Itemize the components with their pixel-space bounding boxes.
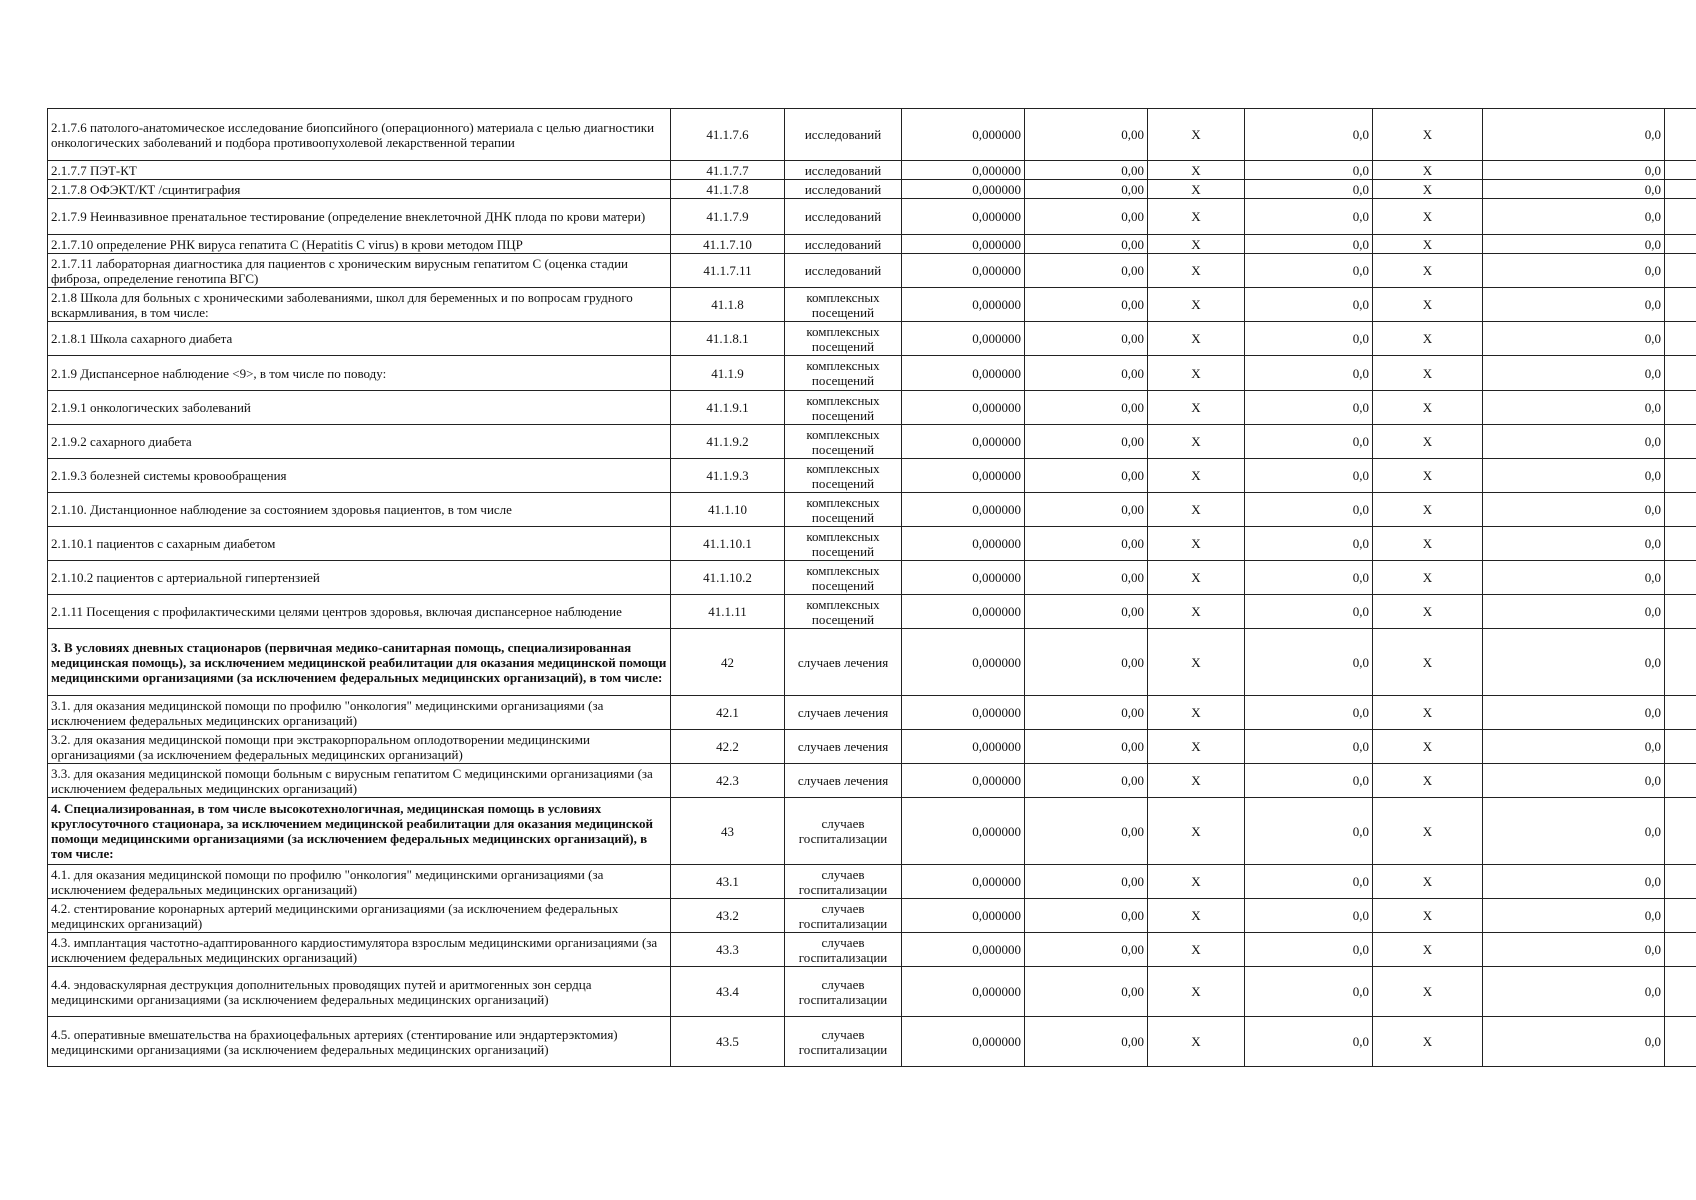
row-empty-cell <box>1665 356 1696 391</box>
row-norm-cell: 0,000000 <box>902 967 1025 1017</box>
row-x-cell-1: X <box>1148 798 1245 865</box>
row-unit-cell: комплексных посещений <box>785 493 902 527</box>
row-empty-cell <box>1665 180 1696 199</box>
row-cost-cell: 0,00 <box>1025 199 1148 235</box>
row-name-cell: 2.1.7.11 лабораторная диагностика для пациентов с хроническим вирусным гепатитом С (оценка стадии фиброза, определение генотипа ВГС) <box>48 254 671 288</box>
row-empty-cell <box>1665 865 1696 899</box>
row-empty-cell <box>1665 161 1696 180</box>
row-sum-cell-1: 0,0 <box>1245 459 1373 493</box>
row-cost-cell: 0,00 <box>1025 493 1148 527</box>
row-unit-cell: комплексных посещений <box>785 288 902 322</box>
table-row <box>48 629 1696 696</box>
row-code-cell: 43 <box>671 798 785 865</box>
row-unit-cell: комплексных посещений <box>785 425 902 459</box>
row-cost-cell: 0,00 <box>1025 109 1148 161</box>
row-x-cell-1: X <box>1148 235 1245 254</box>
row-unit-cell: исследований <box>785 109 902 161</box>
row-empty-cell <box>1665 425 1696 459</box>
row-unit-cell: комплексных посещений <box>785 527 902 561</box>
table-row <box>48 161 1696 180</box>
row-x-cell-2: X <box>1373 288 1483 322</box>
row-sum-cell-2: 0,0 <box>1483 629 1665 696</box>
row-empty-cell <box>1665 322 1696 356</box>
row-empty-cell <box>1665 899 1696 933</box>
row-code-cell: 41.1.9.2 <box>671 425 785 459</box>
row-cost-cell: 0,00 <box>1025 288 1148 322</box>
row-sum-cell-2: 0,0 <box>1483 288 1665 322</box>
row-norm-cell: 0,000000 <box>902 933 1025 967</box>
row-code-cell: 43.4 <box>671 967 785 1017</box>
table-row <box>48 899 1696 933</box>
row-name-cell: 3.2. для оказания медицинской помощи при экстракорпоральном оплодотворении медицинскими организациями (за исключением федеральных медицинских организаций) <box>48 730 671 764</box>
row-x-cell-2: X <box>1373 254 1483 288</box>
row-code-cell: 41.1.7.7 <box>671 161 785 180</box>
row-sum-cell-2: 0,0 <box>1483 865 1665 899</box>
row-sum-cell-1: 0,0 <box>1245 595 1373 629</box>
table-row <box>48 730 1696 764</box>
row-cost-cell: 0,00 <box>1025 595 1148 629</box>
row-x-cell-2: X <box>1373 161 1483 180</box>
row-x-cell-2: X <box>1373 933 1483 967</box>
table-row <box>48 493 1696 527</box>
table-row <box>48 322 1696 356</box>
row-sum-cell-1: 0,0 <box>1245 730 1373 764</box>
row-name-cell: 2.1.7.10 определение РНК вируса гепатита С (Hepatitis C virus) в крови методом ПЦР <box>48 235 671 254</box>
row-code-cell: 41.1.10.2 <box>671 561 785 595</box>
row-x-cell-2: X <box>1373 109 1483 161</box>
table-row <box>48 109 1696 161</box>
row-name-cell: 2.1.8.1 Школа сахарного диабета <box>48 322 671 356</box>
row-unit-cell: случаев госпитализации <box>785 1017 902 1067</box>
row-name-cell: 4.5. оперативные вмешательства на брахиоцефальных артериях (стентирование или эндартерэктомия) медицинскими организациями (за исключением федеральных медицинских организаций) <box>48 1017 671 1067</box>
row-sum-cell-1: 0,0 <box>1245 629 1373 696</box>
row-sum-cell-2: 0,0 <box>1483 561 1665 595</box>
row-sum-cell-2: 0,0 <box>1483 391 1665 425</box>
table-row <box>48 527 1696 561</box>
row-sum-cell-2: 0,0 <box>1483 356 1665 391</box>
row-x-cell-2: X <box>1373 629 1483 696</box>
row-unit-cell: исследований <box>785 254 902 288</box>
table-row <box>48 459 1696 493</box>
row-sum-cell-1: 0,0 <box>1245 764 1373 798</box>
row-unit-cell: комплексных посещений <box>785 595 902 629</box>
row-sum-cell-1: 0,0 <box>1245 1017 1373 1067</box>
row-empty-cell <box>1665 288 1696 322</box>
row-x-cell-2: X <box>1373 180 1483 199</box>
table-row <box>48 865 1696 899</box>
table-row <box>48 933 1696 967</box>
row-empty-cell <box>1665 629 1696 696</box>
row-sum-cell-2: 0,0 <box>1483 254 1665 288</box>
row-name-cell: 2.1.9 Диспансерное наблюдение <9>, в том числе по поводу: <box>48 356 671 391</box>
row-norm-cell: 0,000000 <box>902 764 1025 798</box>
row-name-cell: 4.1. для оказания медицинской помощи по профилю "онкология" медицинскими организациями (за исключением федеральных медицинских организаций) <box>48 865 671 899</box>
row-cost-cell: 0,00 <box>1025 254 1148 288</box>
row-code-cell: 41.1.7.6 <box>671 109 785 161</box>
row-x-cell-1: X <box>1148 199 1245 235</box>
row-x-cell-2: X <box>1373 696 1483 730</box>
row-x-cell-2: X <box>1373 865 1483 899</box>
row-x-cell-1: X <box>1148 356 1245 391</box>
row-sum-cell-2: 0,0 <box>1483 180 1665 199</box>
row-unit-cell: исследований <box>785 199 902 235</box>
row-empty-cell <box>1665 1017 1696 1067</box>
row-x-cell-1: X <box>1148 730 1245 764</box>
row-cost-cell: 0,00 <box>1025 425 1148 459</box>
row-sum-cell-2: 0,0 <box>1483 696 1665 730</box>
row-norm-cell: 0,000000 <box>902 1017 1025 1067</box>
row-x-cell-1: X <box>1148 109 1245 161</box>
row-x-cell-1: X <box>1148 180 1245 199</box>
row-name-cell: 4.2. стентирование коронарных артерий медицинскими организациями (за исключением федеральных медицинских организаций) <box>48 899 671 933</box>
row-sum-cell-1: 0,0 <box>1245 865 1373 899</box>
row-sum-cell-2: 0,0 <box>1483 109 1665 161</box>
row-sum-cell-1: 0,0 <box>1245 180 1373 199</box>
row-sum-cell-1: 0,0 <box>1245 235 1373 254</box>
row-code-cell: 41.1.7.8 <box>671 180 785 199</box>
row-name-cell: 2.1.10. Дистанционное наблюдение за состоянием здоровья пациентов, в том числе <box>48 493 671 527</box>
row-x-cell-1: X <box>1148 561 1245 595</box>
row-empty-cell <box>1665 254 1696 288</box>
row-code-cell: 41.1.8.1 <box>671 322 785 356</box>
row-unit-cell: случаев госпитализации <box>785 899 902 933</box>
row-name-cell: 2.1.7.9 Неинвазивное пренатальное тестирование (определение внеклеточной ДНК плода по крови матери) <box>48 199 671 235</box>
row-unit-cell: случаев лечения <box>785 629 902 696</box>
row-code-cell: 41.1.9.1 <box>671 391 785 425</box>
row-sum-cell-2: 0,0 <box>1483 322 1665 356</box>
row-cost-cell: 0,00 <box>1025 865 1148 899</box>
row-code-cell: 41.1.10.1 <box>671 527 785 561</box>
table-row <box>48 199 1696 235</box>
row-empty-cell <box>1665 798 1696 865</box>
row-code-cell: 43.2 <box>671 899 785 933</box>
row-sum-cell-1: 0,0 <box>1245 356 1373 391</box>
row-sum-cell-2: 0,0 <box>1483 199 1665 235</box>
row-cost-cell: 0,00 <box>1025 235 1148 254</box>
row-name-cell: 2.1.11 Посещения с профилактическими целями центров здоровья, включая диспансерное наблюдение <box>48 595 671 629</box>
row-unit-cell: комплексных посещений <box>785 356 902 391</box>
row-unit-cell: случаев лечения <box>785 764 902 798</box>
row-x-cell-1: X <box>1148 459 1245 493</box>
row-x-cell-2: X <box>1373 967 1483 1017</box>
row-x-cell-1: X <box>1148 527 1245 561</box>
row-norm-cell: 0,000000 <box>902 899 1025 933</box>
row-norm-cell: 0,000000 <box>902 696 1025 730</box>
row-norm-cell: 0,000000 <box>902 288 1025 322</box>
row-x-cell-2: X <box>1373 356 1483 391</box>
row-cost-cell: 0,00 <box>1025 322 1148 356</box>
table-row <box>48 1017 1696 1067</box>
table-row <box>48 561 1696 595</box>
row-empty-cell <box>1665 527 1696 561</box>
row-sum-cell-2: 0,0 <box>1483 493 1665 527</box>
row-x-cell-2: X <box>1373 322 1483 356</box>
row-x-cell-1: X <box>1148 322 1245 356</box>
row-sum-cell-2: 0,0 <box>1483 1017 1665 1067</box>
row-x-cell-1: X <box>1148 493 1245 527</box>
data-table <box>47 108 1696 1067</box>
row-sum-cell-2: 0,0 <box>1483 161 1665 180</box>
row-sum-cell-2: 0,0 <box>1483 798 1665 865</box>
row-x-cell-1: X <box>1148 764 1245 798</box>
row-cost-cell: 0,00 <box>1025 696 1148 730</box>
row-code-cell: 41.1.9.3 <box>671 459 785 493</box>
row-x-cell-2: X <box>1373 493 1483 527</box>
row-unit-cell: исследований <box>785 180 902 199</box>
row-norm-cell: 0,000000 <box>902 109 1025 161</box>
row-sum-cell-1: 0,0 <box>1245 493 1373 527</box>
row-name-cell: 2.1.10.2 пациентов с артериальной гипертензией <box>48 561 671 595</box>
table-row <box>48 595 1696 629</box>
row-sum-cell-1: 0,0 <box>1245 199 1373 235</box>
row-norm-cell: 0,000000 <box>902 391 1025 425</box>
row-x-cell-1: X <box>1148 254 1245 288</box>
row-unit-cell: случаев госпитализации <box>785 933 902 967</box>
table-row <box>48 391 1696 425</box>
row-code-cell: 41.1.7.10 <box>671 235 785 254</box>
row-empty-cell <box>1665 933 1696 967</box>
row-unit-cell: комплексных посещений <box>785 322 902 356</box>
row-code-cell: 41.1.9 <box>671 356 785 391</box>
row-name-cell: 3.1. для оказания медицинской помощи по профилю "онкология" медицинскими организациями (за исключением федеральных медицинских организаций) <box>48 696 671 730</box>
row-sum-cell-1: 0,0 <box>1245 391 1373 425</box>
row-sum-cell-2: 0,0 <box>1483 730 1665 764</box>
row-cost-cell: 0,00 <box>1025 459 1148 493</box>
row-code-cell: 43.1 <box>671 865 785 899</box>
row-norm-cell: 0,000000 <box>902 161 1025 180</box>
row-name-cell: 2.1.7.6 патолого-анатомическое исследование биопсийного (операционного) материала с целью диагностики онкологических заболеваний и подбора противоопухолевой лекарственной терапии <box>48 109 671 161</box>
row-cost-cell: 0,00 <box>1025 764 1148 798</box>
row-x-cell-2: X <box>1373 199 1483 235</box>
row-x-cell-1: X <box>1148 391 1245 425</box>
row-sum-cell-1: 0,0 <box>1245 561 1373 595</box>
row-x-cell-1: X <box>1148 865 1245 899</box>
row-norm-cell: 0,000000 <box>902 180 1025 199</box>
row-norm-cell: 0,000000 <box>902 425 1025 459</box>
row-cost-cell: 0,00 <box>1025 161 1148 180</box>
row-x-cell-1: X <box>1148 425 1245 459</box>
table-row <box>48 356 1696 391</box>
row-empty-cell <box>1665 391 1696 425</box>
row-empty-cell <box>1665 696 1696 730</box>
row-x-cell-1: X <box>1148 899 1245 933</box>
row-norm-cell: 0,000000 <box>902 493 1025 527</box>
row-x-cell-1: X <box>1148 629 1245 696</box>
row-norm-cell: 0,000000 <box>902 865 1025 899</box>
row-unit-cell: комплексных посещений <box>785 391 902 425</box>
row-cost-cell: 0,00 <box>1025 933 1148 967</box>
row-empty-cell <box>1665 199 1696 235</box>
row-code-cell: 43.3 <box>671 933 785 967</box>
table-body <box>48 109 1696 1067</box>
row-sum-cell-1: 0,0 <box>1245 425 1373 459</box>
row-norm-cell: 0,000000 <box>902 595 1025 629</box>
row-x-cell-2: X <box>1373 527 1483 561</box>
row-code-cell: 42.1 <box>671 696 785 730</box>
row-name-cell: 2.1.9.1 онкологических заболеваний <box>48 391 671 425</box>
row-x-cell-1: X <box>1148 288 1245 322</box>
row-empty-cell <box>1665 967 1696 1017</box>
row-unit-cell: комплексных посещений <box>785 459 902 493</box>
row-x-cell-1: X <box>1148 696 1245 730</box>
row-empty-cell <box>1665 561 1696 595</box>
row-sum-cell-1: 0,0 <box>1245 899 1373 933</box>
row-sum-cell-2: 0,0 <box>1483 967 1665 1017</box>
row-name-cell: 2.1.9.3 болезней системы кровообращения <box>48 459 671 493</box>
row-x-cell-2: X <box>1373 1017 1483 1067</box>
table-row <box>48 235 1696 254</box>
row-cost-cell: 0,00 <box>1025 798 1148 865</box>
row-empty-cell <box>1665 459 1696 493</box>
row-norm-cell: 0,000000 <box>902 199 1025 235</box>
row-name-cell: 2.1.8 Школа для больных с хроническими заболеваниями, школ для беременных и по вопросам грудного вскармливания, в том числе: <box>48 288 671 322</box>
row-unit-cell: случаев лечения <box>785 696 902 730</box>
row-cost-cell: 0,00 <box>1025 629 1148 696</box>
row-sum-cell-1: 0,0 <box>1245 933 1373 967</box>
row-name-cell: 2.1.9.2 сахарного диабета <box>48 425 671 459</box>
row-unit-cell: случаев лечения <box>785 730 902 764</box>
row-code-cell: 41.1.7.11 <box>671 254 785 288</box>
row-x-cell-2: X <box>1373 561 1483 595</box>
row-name-cell: 4.4. эндоваскулярная деструкция дополнительных проводящих путей и аритмогенных зон сердца медицинскими организациями (за исключением федеральных медицинских организаций) <box>48 967 671 1017</box>
row-cost-cell: 0,00 <box>1025 1017 1148 1067</box>
row-name-cell: 2.1.7.7 ПЭТ-КТ <box>48 161 671 180</box>
row-x-cell-2: X <box>1373 899 1483 933</box>
row-code-cell: 42.2 <box>671 730 785 764</box>
row-empty-cell <box>1665 595 1696 629</box>
row-sum-cell-1: 0,0 <box>1245 696 1373 730</box>
row-name-cell: 3. В условиях дневных стационаров (первичная медико-санитарная помощь, специализированная медицинская помощь), за исключением медицинской реабилитации для оказания медицинской помощи медицинскими организациями (за исключением федеральных медицинских организаций), в том числе: <box>48 629 671 696</box>
row-unit-cell: исследований <box>785 161 902 180</box>
row-norm-cell: 0,000000 <box>902 798 1025 865</box>
row-cost-cell: 0,00 <box>1025 391 1148 425</box>
row-cost-cell: 0,00 <box>1025 561 1148 595</box>
table-row <box>48 764 1696 798</box>
row-sum-cell-2: 0,0 <box>1483 425 1665 459</box>
row-x-cell-1: X <box>1148 595 1245 629</box>
row-cost-cell: 0,00 <box>1025 356 1148 391</box>
row-norm-cell: 0,000000 <box>902 356 1025 391</box>
row-code-cell: 42 <box>671 629 785 696</box>
row-cost-cell: 0,00 <box>1025 899 1148 933</box>
row-code-cell: 42.3 <box>671 764 785 798</box>
row-empty-cell <box>1665 764 1696 798</box>
row-sum-cell-1: 0,0 <box>1245 254 1373 288</box>
row-x-cell-2: X <box>1373 730 1483 764</box>
row-norm-cell: 0,000000 <box>902 730 1025 764</box>
row-unit-cell: комплексных посещений <box>785 561 902 595</box>
row-sum-cell-1: 0,0 <box>1245 161 1373 180</box>
row-empty-cell <box>1665 493 1696 527</box>
table-row <box>48 967 1696 1017</box>
row-x-cell-2: X <box>1373 798 1483 865</box>
table-row <box>48 254 1696 288</box>
row-unit-cell: случаев госпитализации <box>785 865 902 899</box>
row-sum-cell-2: 0,0 <box>1483 527 1665 561</box>
row-unit-cell: случаев госпитализации <box>785 967 902 1017</box>
row-cost-cell: 0,00 <box>1025 180 1148 199</box>
row-x-cell-2: X <box>1373 235 1483 254</box>
row-norm-cell: 0,000000 <box>902 254 1025 288</box>
row-code-cell: 41.1.11 <box>671 595 785 629</box>
row-name-cell: 2.1.10.1 пациентов с сахарным диабетом <box>48 527 671 561</box>
row-code-cell: 41.1.8 <box>671 288 785 322</box>
row-name-cell: 3.3. для оказания медицинской помощи больным с вирусным гепатитом С медицинскими организациями (за исключением федеральных медицинских организаций) <box>48 764 671 798</box>
row-sum-cell-2: 0,0 <box>1483 899 1665 933</box>
row-sum-cell-1: 0,0 <box>1245 109 1373 161</box>
row-sum-cell-1: 0,0 <box>1245 798 1373 865</box>
row-x-cell-1: X <box>1148 1017 1245 1067</box>
row-code-cell: 43.5 <box>671 1017 785 1067</box>
row-norm-cell: 0,000000 <box>902 561 1025 595</box>
row-sum-cell-1: 0,0 <box>1245 967 1373 1017</box>
row-name-cell: 4.3. имплантация частотно-адаптированного кардиостимулятора взрослым медицинскими организациями (за исключением федеральных медицинских организаций) <box>48 933 671 967</box>
table-row <box>48 180 1696 199</box>
row-x-cell-2: X <box>1373 595 1483 629</box>
row-x-cell-2: X <box>1373 764 1483 798</box>
table-row <box>48 288 1696 322</box>
row-cost-cell: 0,00 <box>1025 527 1148 561</box>
row-sum-cell-2: 0,0 <box>1483 595 1665 629</box>
row-x-cell-2: X <box>1373 425 1483 459</box>
row-x-cell-1: X <box>1148 161 1245 180</box>
row-x-cell-1: X <box>1148 933 1245 967</box>
row-norm-cell: 0,000000 <box>902 322 1025 356</box>
row-unit-cell: исследований <box>785 235 902 254</box>
row-name-cell: 4. Специализированная, в том числе высокотехнологичная, медицинская помощь в условиях круглосуточного стационара, за исключением медицинской реабилитации для оказания медицинской помощи медицинскими организациями (за исключением федеральных медицинских организаций), в том числе: <box>48 798 671 865</box>
table-row <box>48 425 1696 459</box>
row-empty-cell <box>1665 235 1696 254</box>
row-norm-cell: 0,000000 <box>902 527 1025 561</box>
row-empty-cell <box>1665 730 1696 764</box>
row-sum-cell-2: 0,0 <box>1483 764 1665 798</box>
row-empty-cell <box>1665 109 1696 161</box>
row-sum-cell-2: 0,0 <box>1483 459 1665 493</box>
row-norm-cell: 0,000000 <box>902 459 1025 493</box>
row-cost-cell: 0,00 <box>1025 967 1148 1017</box>
table-row <box>48 696 1696 730</box>
row-x-cell-2: X <box>1373 459 1483 493</box>
row-sum-cell-1: 0,0 <box>1245 322 1373 356</box>
row-sum-cell-1: 0,0 <box>1245 527 1373 561</box>
row-name-cell: 2.1.7.8 ОФЭКТ/КТ /сцинтиграфия <box>48 180 671 199</box>
row-norm-cell: 0,000000 <box>902 629 1025 696</box>
row-x-cell-2: X <box>1373 391 1483 425</box>
row-unit-cell: случаев госпитализации <box>785 798 902 865</box>
row-code-cell: 41.1.7.9 <box>671 199 785 235</box>
row-x-cell-1: X <box>1148 967 1245 1017</box>
row-norm-cell: 0,000000 <box>902 235 1025 254</box>
row-sum-cell-2: 0,0 <box>1483 933 1665 967</box>
row-sum-cell-1: 0,0 <box>1245 288 1373 322</box>
row-cost-cell: 0,00 <box>1025 730 1148 764</box>
row-sum-cell-2: 0,0 <box>1483 235 1665 254</box>
row-code-cell: 41.1.10 <box>671 493 785 527</box>
table-row <box>48 798 1696 865</box>
